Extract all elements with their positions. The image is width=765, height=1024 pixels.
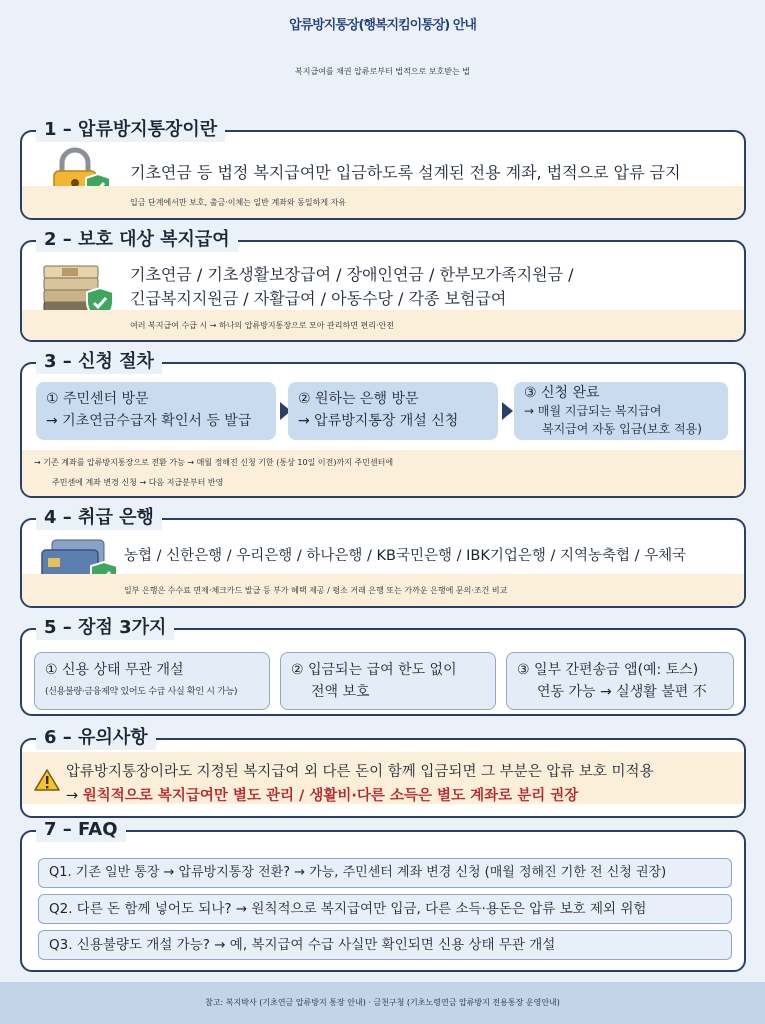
conversion-note: → 기존 계좌를 압류방지통장으로 전환 가능 → 매월 정해진 신청 기한 (통상 10일 이전)까지 주민센터에: [34, 458, 394, 467]
warning-icon: [34, 768, 60, 792]
benefits-line-1: 기초연금 / 기초생활보장급여 / 장애인연금 / 한부모가족지원금 /: [130, 265, 574, 284]
page-title: 압류방지통장(행복지킴이통장) 안내: [289, 18, 476, 33]
step-2: [288, 382, 498, 440]
caution-emphasis: 원칙적으로 복지급여만 별도 관리 / 생활비·다른 소득은 별도 계좌로 분리 권장: [82, 788, 579, 804]
faq-item-1: Q1. 기존 일반 통장 → 압류방지통장 전환? → 가능, 주민센터 계좌 변경 신청 (매월 정해진 기한 전 신청 권장): [38, 858, 732, 888]
caution-arrow: →: [66, 788, 79, 804]
caution-line-2: [66, 784, 578, 805]
step-1: [36, 382, 276, 440]
section-note: 여러 복지급여 수급 시 → 하나의 압류방지통장으로 모아 관리하면 편리·안전: [22, 310, 744, 340]
definition-text: 기초연금 등 법정 복지급여만 입금하도록 설계된 전용 계좌, 법적으로 압류 금지: [130, 163, 681, 182]
section-faq: [20, 819, 746, 972]
step-3-title: ③ 신청 완료: [524, 385, 600, 401]
section-note: [22, 450, 744, 496]
section-note: 일부 은행은 수수료 면제·체크카드 발급 등 부가 혜택 제공 / 평소 거래 은행 또는 가까운 은행에 문의·조건 비교: [22, 574, 744, 606]
section-cautions: [20, 727, 746, 818]
advantage-1-desc: (신용불량·금융제약 있어도 수급 사실 확인 시 가능): [45, 687, 238, 697]
advantage-3: [506, 652, 734, 710]
step-2-title: ② 원하는 은행 방문: [298, 391, 419, 407]
section-title: 6 – 유의사항: [36, 726, 156, 750]
faq-item-3: Q3. 신용불량도 개설 가능? → 예, 복지급여 수급 사실만 확인되면 신용 상태 무관 개설: [38, 930, 732, 960]
section-title: 4 – 취급 은행: [36, 506, 162, 530]
section-title: 1 – 압류방지통장이란: [36, 118, 225, 142]
section-title: 5 – 장점 3가지: [36, 616, 174, 640]
advantage-2: [280, 652, 496, 710]
section-title: 3 – 신청 절차: [36, 350, 162, 374]
bank-list: 농협 / 신한은행 / 우리은행 / 하나은행 / KB국민은행 / IBK기업은행 / 지역농축협 / 우체국: [124, 548, 687, 564]
step-3: [514, 382, 728, 440]
faq-item-2: Q2. 다른 돈 함께 넣어도 되나? → 원칙적으로 복지급여만 입금, 다른 소득·용돈은 압류 보호 제외 위험: [38, 894, 732, 924]
caution-line-1: 압류방지통장이라도 지정된 복지급여 외 다른 돈이 함께 입금되면 그 부분은 압류 보호 미적용: [66, 764, 654, 780]
footer-references: 참고: 복지박사 (기초연금 압류방지 통장 안내) · 금천구청 (기초노령연금 압류방지 전용통장 운영안내): [0, 982, 765, 1024]
page-subtitle: 복지급여를 채권 압류로부터 법적으로 보호받는 법: [294, 67, 470, 76]
benefits-line-2: 긴급복지지원금 / 자활급여 / 아동수당 / 각종 보험급여: [130, 289, 507, 308]
step-3-desc: → 매월 지급되는 복지급여: [524, 404, 662, 418]
section-advantages: [20, 617, 746, 716]
section-covered-benefits: [20, 229, 746, 342]
section-note: 입금 단계에서만 보호, 출금·이체는 일반 계좌와 동일하게 자유: [22, 186, 744, 218]
section-title: 7 – FAQ: [36, 818, 126, 842]
section-banks: [20, 507, 746, 608]
advantage-2-title: ② 입금되는 급여 한도 없이: [291, 662, 457, 678]
advantage-2-desc: 전액 보호: [311, 684, 370, 700]
conversion-note-2: 주민센에 계좌 변경 신청 → 다음 지급분부터 반영: [52, 478, 224, 487]
section-title: 2 – 보호 대상 복지급여: [36, 228, 238, 252]
advantage-3-desc: 연동 가능 → 실생활 불편 不: [537, 684, 707, 700]
step-2-desc: → 압류방지통장 개설 신청: [298, 413, 459, 429]
advantage-1: [34, 652, 270, 710]
advantage-1-title: ① 신용 상태 무관 개설: [45, 662, 184, 678]
section-application-steps: [20, 351, 746, 498]
section-what-is: [20, 119, 746, 220]
step-1-title: ① 주민센터 방문: [46, 391, 149, 407]
arrow-right-icon: [502, 402, 513, 420]
step-1-desc: → 기초연금수급자 확인서 등 발급: [46, 413, 252, 429]
step-3-desc-2: 복지급여 자동 입금(보호 적용): [542, 422, 702, 436]
advantage-3-title: ③ 일부 간편송금 앱(예: 토스): [517, 662, 699, 678]
